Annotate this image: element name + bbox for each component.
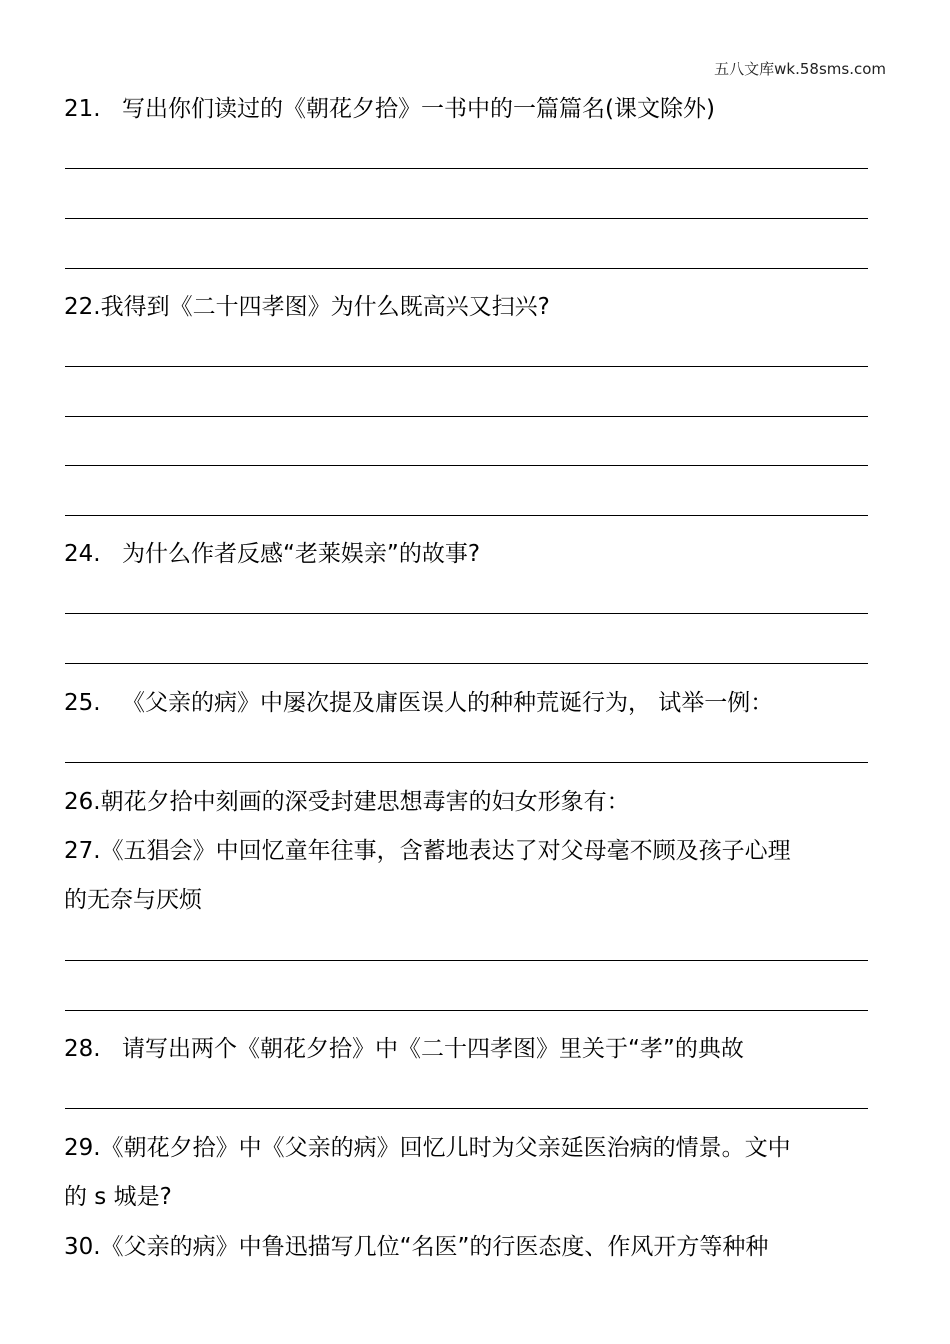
question-21 [64,95,715,123]
question-27-continued [64,886,202,914]
question-text: 的 s 城是? [64,1184,172,1210]
answer-line[interactable] [65,613,868,614]
question-text: 我得到《二十四孝图》为什么既高兴又扫兴? [100,294,550,320]
answer-line[interactable] [65,515,868,516]
question-number: 25. [64,690,101,716]
question-number: 22. [64,294,101,320]
question-22 [64,293,550,321]
question-number: 21. [64,96,101,122]
question-25 [64,689,773,717]
answer-line[interactable] [65,416,868,417]
answer-line[interactable] [65,762,868,763]
question-number: 30. [64,1234,101,1260]
question-text: 请写出两个《朝花夕拾》中《二十四孝图》里关于“孝”的典故 [122,1036,744,1062]
question-number: 28. [64,1036,101,1062]
answer-line[interactable] [65,1108,868,1109]
question-number: 24. [64,541,101,567]
question-text: 《朝花夕拾》中《父亲的病》回忆儿时为父亲延医治病的情景。文中 [100,1135,791,1161]
question-number: 29. [64,1135,101,1161]
answer-line[interactable] [65,218,868,219]
question-text: 朝花夕拾中刻画的深受封建思想毒害的妇女形象有： [100,789,630,815]
question-text: 为什么作者反感“老莱娱亲”的故事? [122,541,481,567]
question-29-continued [64,1183,172,1211]
answer-line[interactable] [65,465,868,466]
answer-line[interactable] [65,366,868,367]
question-number: 26. [64,789,101,815]
question-text: 《父亲的病》中鲁迅描写几位“名医”的行医态度、作风开方等种种 [100,1234,769,1260]
question-26 [64,788,630,816]
question-number: 27. [64,838,101,864]
watermark: 五八文库wk.58sms.com [714,60,886,78]
answer-line[interactable] [65,1010,868,1011]
answer-line[interactable] [65,663,868,664]
question-30 [64,1233,768,1261]
question-text: 写出你们读过的《朝花夕拾》一书中的一篇篇名(课文除外) [122,96,715,122]
question-text: 的无奈与厌烦 [64,887,202,913]
answer-line[interactable] [65,960,868,961]
answer-line[interactable] [65,268,868,269]
question-24 [64,540,480,568]
question-28 [64,1035,744,1063]
question-text: 《五猖会》中回忆童年往事，含蓄地表达了对父母毫不顾及孩子心理 [100,838,791,864]
question-27 [64,837,791,865]
question-29 [64,1134,791,1162]
question-text: 《父亲的病》中屡次提及庸医误人的种种荒诞行为， 试举一例： [122,690,774,716]
answer-line[interactable] [65,168,868,169]
